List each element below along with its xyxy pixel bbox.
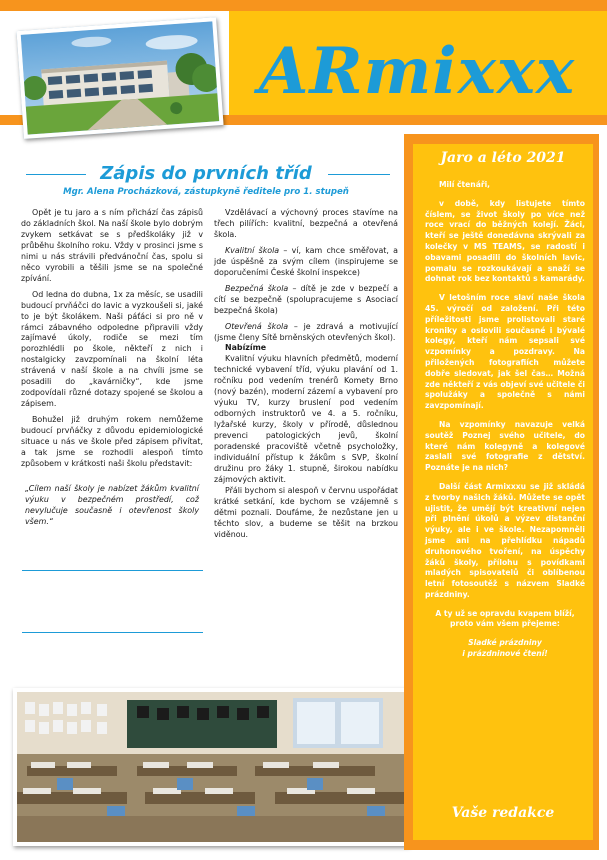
pillar-quality [214, 246, 398, 279]
editorial-signature: Vaše redakce [451, 805, 555, 821]
article-paragraph: Opět je tu jaro a s ním přichází čas zápisů do základních škol. Na naší škole bylo dobrým zvykem setkávat se s předškoláky již v průběhu školního roku. Vždy v prosinci jsme s nimi u nás strávili předvánoční čas, spolu si něco vyrobili a těšili jsme se na společné zpívání. [21, 208, 203, 283]
editorial-paragraph: V letošním roce slaví naše škola 45. výročí od založení. Při této příležitosti jsme prolistovali staré kroniky a oslovili současné i bývalé kolegy, kteří nám sepsali své vzpomínky a pozdravy. Na přiložených fotografiích můžete dobře sledovat, jak šel čas… Možná zde někteří z vás objeví své učitele či spolužáky a společně s námi zavzpomínají. [425, 293, 585, 411]
editorial-text [425, 180, 585, 660]
editorial-wish-line-2: i prázdninové čtení! [462, 649, 548, 659]
school-building-photo [16, 17, 223, 139]
closing-paragraph: Přáli bychom si alespoň v červnu uspořádat krátké setkání, kde bychom se vzájemně s dětmi poznali. Doufáme, že nezůstane jen u těchto slov, a budeme se těšit na brzkou viděnou. [214, 485, 398, 539]
sidebar-heading: Jaro a léto 2021 [440, 150, 566, 166]
editorial-wish-line-1: Sladké prázdniny [468, 638, 542, 648]
article-column-2 [214, 208, 398, 541]
editorial-paragraph: Další část Armixxxu se již skládá z tvorby našich žáků. Můžete se opět ujistit, že umějí být kreativní nejen při plnění úkolů a výzev distanční výuky, ale i ve škole. Nezapomněli jsme ani na přehlídku nápadů druhonového tvoření, na úspěchy žáků školy, přílohu s povídkami mladých spisovatelů či oblíbenou letní fotosoutěž s názvem Sladké prázdniny. [425, 481, 585, 599]
pillar-text: – ví, kam chce směřovat, a jde úspěšně za svým cílem (inspirujeme se doporučeními České školní inspekce) [214, 245, 398, 277]
article-column-1 [21, 208, 203, 528]
article-paragraph: Bohužel již druhým rokem nemůžeme budoucí prvňáčky z důvodu epidemiologické situace u nás ve škole před zápisem přivítat, a tak jsme se rozhodli alespoň tímto způsobem v krátkosti naši školu představit: [21, 415, 203, 468]
quote-rule-top [22, 570, 203, 571]
editorial-paragraph: v době, kdy listujete tímto číslem, se život školy po více než roce vrací do běžných kolejí. Žáci, kteří se ještě donedávna skrývali za kolečky v MS TEAMS, se radostí i obavami posadili do školních lavic, pomalu se rozkoukávají a snaží se dohnat rok bez kontaktů s kamarády. [425, 198, 585, 284]
masthead-title: ARmixxx [258, 34, 576, 109]
pillar-term: Bezpečná škola [225, 283, 289, 293]
article-byline: Mgr. Alena Procházková, zástupkyně ředitele pro 1. stupeň [63, 187, 349, 197]
pillar-text: – dítě je zde v bezpečí a cítí se bezpečně (spolupracujeme s Asociací bezpečná škola) [214, 283, 398, 315]
offer-paragraph: Kvalitní výuku hlavních předmětů, moderní technické vybavení tříd, výuku plavání od 1. ročníku pod vedením trenérů Komety Brno (nový bazén), moderní zázemí a vybavení pro výuku TV, kurzy bruslení pod vedením odborných instruktorů ve 4. a 5. ročníku, lyžařské kurzy, školy v přírodě, důslednou prevenci patologických jevů, školní poradenské pracoviště včetně psycholožky, individuální přístup k žákům s SVP, školní družinu pro žáky 1. stupně, širokou nabídku zájmových aktivit. [214, 354, 398, 484]
pillar-term: Kvalitní škola [225, 245, 280, 255]
editorial-greeting: Milí čtenáři, [439, 180, 491, 189]
pillar-safe [214, 284, 398, 317]
offer-heading: Nabízíme [225, 343, 267, 353]
article-paragraph: Od ledna do dubna, 1x za měsíc, se usadili budoucí prvňáčci do lavic a vyzkoušeli si, jaké to je být školákem. Naši páťáci si pro ně v rámci zábavného odpoledne připravili vždy zajímavé úkoly, rodiče se mezi tím porozhlédli po škole, někteří z nich i nostalgicky zavzpomínali na školní léta strávená v naší škole a na chvíli jsme se posadili do „kavárničky“, kde jsme zodpovídali různé dotazy spojené se školou a zápisem. [21, 289, 203, 409]
editorial-paragraph: A ty už se opravdu kvapem blíží, proto vám všem přejeme: [435, 608, 575, 629]
pillar-open [214, 322, 398, 344]
pillar-term: Otevřená škola [225, 321, 289, 331]
article-title: Zápis do prvních tříd [100, 163, 312, 184]
classroom-photo [13, 688, 409, 846]
school-motto-quote: „Cílem naší školy je nabízet žákům kvalitní výuku v bezpečném prostředí, což nevylučuje současně i otevřenost školy všem.“ [25, 483, 199, 526]
article-paragraph: Vzdělávací a výchovný proces stavíme na třech pilířích: kvalitní, bezpečná a otevřená škola. [214, 208, 398, 239]
editorial-paragraph: Na vzpomínky navazuje velká soutěž Poznej svého učitele, do které nám kolegyně a kolegové zaslali své fotografie z dětství. Poznáte je na nich? [425, 419, 585, 473]
quote-rule-bottom [22, 632, 203, 633]
pillar-text: – je zdravá a motivující (jsme členy Sítě brněnských otevřených škol). [214, 321, 398, 342]
